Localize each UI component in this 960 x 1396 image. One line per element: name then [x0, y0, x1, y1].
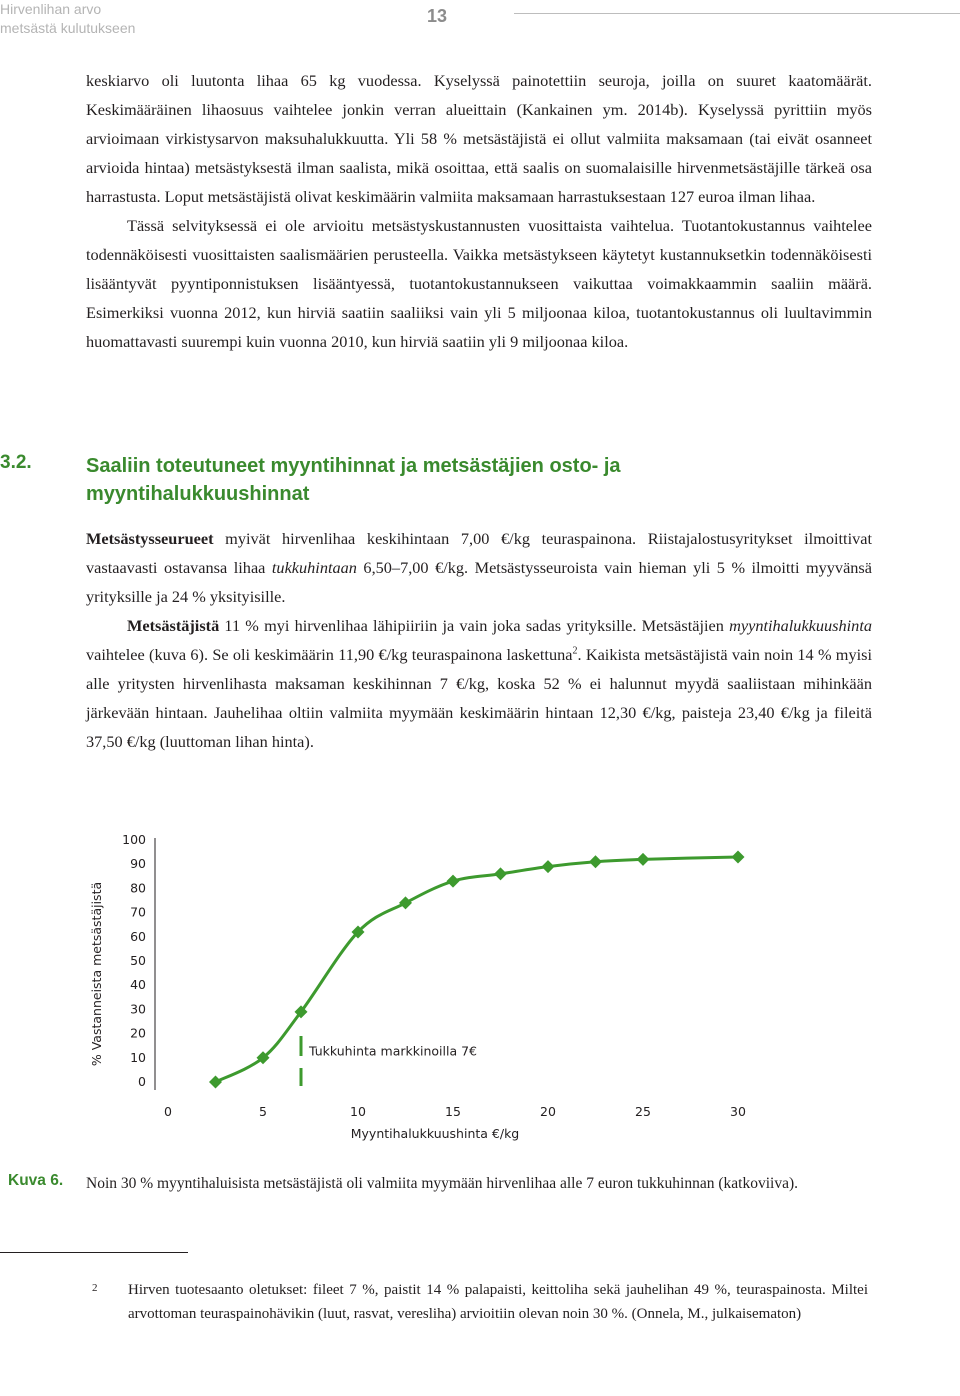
x-tick-label: 25	[635, 1104, 651, 1119]
data-point-marker	[447, 875, 460, 888]
y-tick-label: 40	[130, 977, 146, 993]
term-myyntihalukkuushinta: myyntihalukkuushinta	[729, 616, 872, 635]
y-tick-label: 0	[138, 1074, 146, 1089]
body-text-middle	[86, 524, 872, 756]
y-axis-label: % Vastanneista metsästäjistä	[89, 881, 104, 1067]
paragraph-text: 6,50–7,00 €/kg. Metsästysseuroista vain hieman yli 5 % ilmoitti myyvänsä yrityksille ja 24 % yksityisille.	[86, 558, 872, 606]
y-tick-label: 100	[122, 832, 146, 847]
running-header-line-2: metsästä kulutukseen	[0, 20, 136, 36]
section-heading-line-2: myyntihalukkuushinnat	[86, 483, 310, 505]
x-tick-label: 20	[540, 1104, 556, 1119]
paragraph-maksuhalukkuus: keskiarvo oli luutonta lihaa 65 kg vuodessa. Kyselyssä painotettiin seuroja, joilla on suuret kaatomäärät. Keskimääräinen lihaosuus vaihtelee jonkin verran alueittain (Kankainen ym. 2014b). Kyselyssä pyrittiin myös arvioimaan virkistysarvon maksuhalukkuutta. Yli 58 % metsästäjistä ei ollut valmiita maksamaan (tai eivät osanneet arvioida hintaa) metsästyksestä ilman saalista, mikä osoittaa, että saalis on suomalaisille hirvenmetsästäjille tärkeä osa harrastusta. Loput metsästäjistä olivat keskimäärin valmiita maksamaan harrastuksestaan 127 euroa ilman lihaa.	[86, 71, 872, 206]
x-axis-ticks	[164, 1104, 746, 1119]
term-tukkuhinta: tukkuhintaan	[271, 558, 357, 577]
chart-canvas	[0, 820, 960, 1150]
y-tick-label: 20	[130, 1025, 146, 1041]
paragraph-metsastajista	[86, 611, 872, 756]
paragraph-tuotantokustannus: Tässä selvityksessä ei ole arvioitu metsästyskustannusten vuosittaista vaihtelua. Tuotantokustannus vaihtelee todennäköisesti vuosittaisten saalismäärien perusteella. Vaikka metsästykseen käytetyt kustannuksetkin todennäköisesti lisääntyvät pyyntiponnistuksen lisääntyessä, tuotantokustannukseen vaikuttaa voimakkaammin saaliin määrä. Esimerkiksi vuonna 2012, kun hirviä saatiin saaliiksi vain yli 5 miljoonaa kiloa, tuotantokustannus oli luultavimmin huomattavasti suurempi kuin vuonna 2010, kun hirviä saatiin yli 9 miljoonaa kiloa.	[86, 216, 872, 351]
paragraph-text: myivät hirvenlihaa keskihintaan 7,00 €/kg teuraspainona. Riistajalostusyritykset ilmoittivat vastaavasti ostavansa lihaa	[86, 529, 872, 577]
x-tick-label: 0	[164, 1104, 172, 1119]
figure-caption: Noin 30 % myyntihaluisista metsästäjistä oli valmiita myymään hirvenlihaa alle 7 euron tukkuhinnan (katkoviiva).	[86, 1175, 798, 1192]
x-tick-label: 15	[445, 1104, 461, 1119]
header-divider	[514, 13, 960, 14]
y-tick-label: 90	[130, 856, 146, 872]
data-point-marker	[732, 850, 745, 863]
data-point-marker	[494, 867, 507, 880]
term-metsastysseurueet: Metsästysseurueet	[86, 529, 214, 548]
paragraph-text: vaihtelee (kuva 6). Se oli keskimäärin 11,90 €/kg teuraspainona laskettuna	[86, 645, 573, 664]
x-axis-label: Myyntihalukkuushinta €/kg	[350, 1126, 520, 1141]
running-header-title	[0, 0, 200, 38]
page-number: 13	[426, 6, 448, 26]
section-number: 3.2.	[0, 452, 32, 473]
section-heading	[86, 452, 786, 508]
term-metsastajista: Metsästäjistä	[127, 616, 220, 635]
data-point-marker	[399, 896, 412, 909]
y-axis-ticks	[122, 832, 146, 1089]
y-tick-label: 70	[130, 904, 146, 920]
x-tick-label: 10	[350, 1104, 366, 1119]
body-text-top	[86, 66, 872, 356]
section-heading-line-1: Saaliin toteutuneet myyntihinnat ja metsästäjien osto- ja	[86, 455, 621, 477]
figure-label: Kuva 6.	[8, 1172, 64, 1189]
footnote-reference: 2	[572, 645, 578, 657]
y-tick-label: 30	[130, 1001, 146, 1017]
y-tick-label: 80	[130, 880, 146, 896]
paragraph-text: . Kaikista metsästäjistä vain noin 14 % myisi alle yritysten hirvenlihasta maksaman keskihinnan 7 €/kg, koska 52 % ei halunnut myydä saaliistaan mihinkään järkevään hintaan. Jauhelihaa oltiin valmiita myymään keskimäärin hintaan 12,30 €/kg, paisteja 23,40 €/kg ja fileitä 37,50 €/kg (luuttoman lihan hinta).	[86, 645, 872, 751]
footnote-divider	[0, 1252, 188, 1253]
x-tick-label: 30	[730, 1104, 746, 1119]
paragraph-text: 11 % myi hirvenlihaa lähipiiriin ja vain joka sadas yrityksille. Metsästäjien	[219, 616, 730, 635]
data-point-marker	[542, 860, 555, 873]
paragraph-metsastysseurueet	[86, 524, 872, 611]
price-willingness-chart	[0, 820, 960, 1150]
y-tick-label: 10	[130, 1049, 146, 1065]
data-point-marker	[589, 855, 602, 868]
running-header-line-1: Hirvenlihan arvo	[0, 1, 102, 17]
y-tick-label: 60	[130, 928, 146, 944]
footnote-number: 2	[92, 1282, 98, 1294]
footnote-text: Hirven tuotesaanto oletukset: fileet 7 %, paistit 14 % palapaisti, keittoliha sekä jauhelihan 49 %, teuraspainosta. Miltei arvottoman teuraspainohävikin (luut, rasvat, veresliha) arvioitiin olevan noin 30 %. (Onnela, M., julkaisematon)	[128, 1282, 868, 1322]
x-tick-label: 5	[259, 1104, 267, 1119]
data-point-marker	[637, 853, 650, 866]
reference-line-label: Tukkuhinta markkinoilla 7€	[309, 1043, 477, 1059]
y-tick-label: 50	[130, 953, 146, 968]
data-point-marker	[209, 1076, 222, 1089]
